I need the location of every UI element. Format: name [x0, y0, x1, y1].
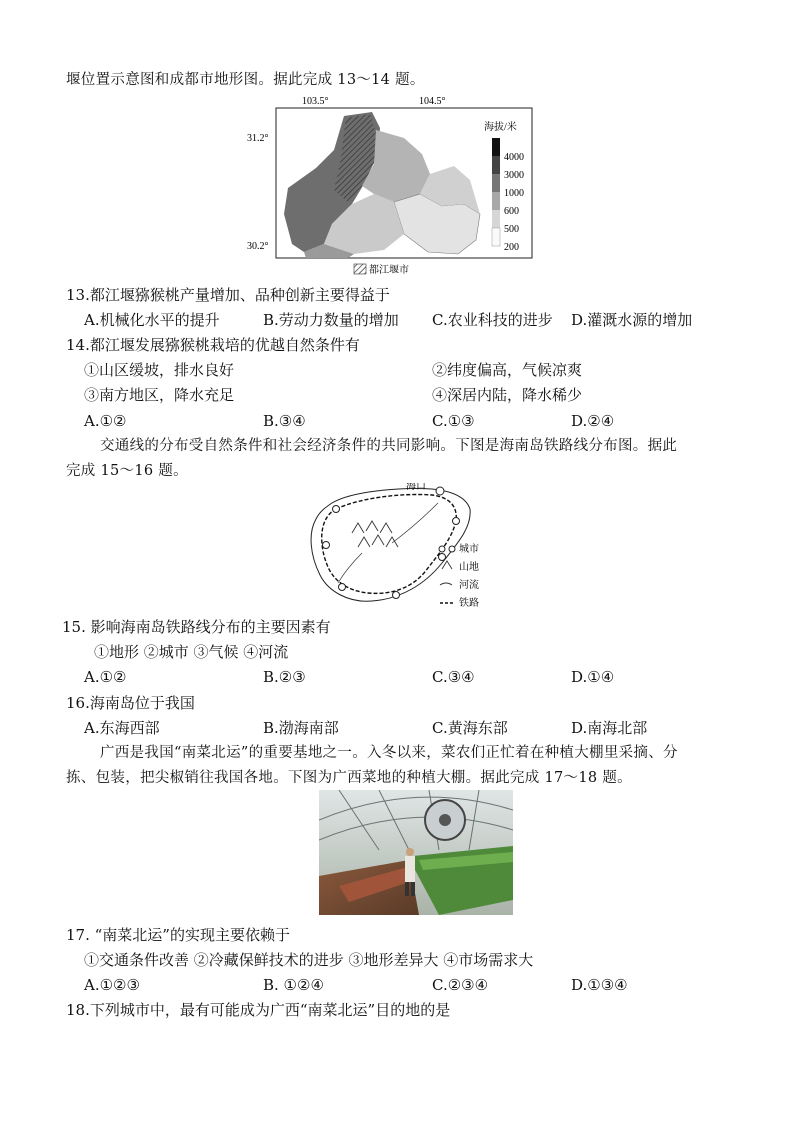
dujiangyan-marker-icon [354, 264, 366, 274]
chengdu-terrain-map [244, 94, 534, 278]
hainan-railway-map [292, 483, 502, 611]
legend-mountain: 山地 [459, 562, 479, 573]
intro-text-3-line1: 广西是我国“南菜北运”的重要基地之一。入冬以来，菜农们正忙着在种植大棚里采摘、分 [100, 745, 678, 761]
q15-option-d: D.①④ [571, 668, 615, 686]
intro-text-1: 堰位置示意图和成都市地形图。据此完成 13～14 题。 [66, 72, 425, 88]
q13-option-d: D.灌溉水源的增加 [571, 311, 693, 329]
city-label-haikou: 海口 [406, 483, 426, 492]
legend-title: 海拔/米 [484, 122, 517, 133]
river-icon [440, 583, 452, 585]
q17-option-b: B. ①②④ [263, 976, 324, 994]
q13-option-a: A.机械化水平的提升 [84, 311, 220, 329]
q14-item-3: ③南方地区，降水充足 [84, 386, 235, 404]
q16-option-d: D.南海北部 [571, 719, 648, 737]
q14-option-a: A.①② [84, 412, 127, 430]
lat-label-1: 31.2° [247, 133, 269, 144]
mountain-icon [442, 561, 452, 569]
q16-stem: 16.海南岛位于我国 [66, 694, 195, 712]
q13-stem: 13.都江堰猕猴桃产量增加、品种创新主要得益于 [66, 286, 390, 304]
q13-option-c: C.农业科技的进步 [432, 311, 553, 329]
lon-label-2: 104.5° [419, 96, 446, 107]
legend-value-5: 500 [504, 224, 519, 235]
city-icon [439, 546, 445, 552]
intro-text-2-line2: 完成 15～16 题。 [66, 463, 188, 479]
q14-item-1: ①山区缓坡，排水良好 [84, 361, 235, 379]
greenhouse-photo [319, 790, 513, 915]
q17-items: ①交通条件改善 ②冷藏保鲜技术的进步 ③地形差异大 ④市场需求大 [84, 951, 534, 969]
q16-option-b: B.渤海南部 [263, 719, 339, 737]
legend-city: 城市 [459, 544, 479, 555]
intro-text-3-line2: 拣、包装，把尖椒销往我国各地。下图为广西菜地的种植大棚。据此完成 17～18 题。 [66, 770, 632, 786]
intro-text-2-line1: 交通线的分布受自然条件和社会经济条件的共同影响。下图是海南岛铁路线分布图。据此 [100, 438, 678, 454]
q14-option-b: B.③④ [263, 412, 306, 430]
q15-option-c: C.③④ [432, 668, 475, 686]
legend-railway: 铁路 [459, 598, 479, 609]
q14-item-2: ②纬度偏高，气候凉爽 [432, 361, 583, 379]
q14-option-d: D.②④ [571, 412, 615, 430]
legend-value-3: 1000 [504, 188, 524, 199]
q15-option-a: A.①② [84, 668, 127, 686]
q17-option-c: C.②③④ [432, 976, 489, 994]
legend-river: 河流 [459, 580, 479, 591]
q17-option-d: D.①③④ [571, 976, 628, 994]
legend-value-1: 4000 [504, 152, 524, 163]
legend-value-4: 600 [504, 206, 519, 217]
q16-option-a: A.东海西部 [84, 719, 160, 737]
legend-value-6: 200 [504, 242, 519, 253]
q13-option-b: B.劳动力数量的增加 [263, 311, 399, 329]
q16-option-c: C.黄海东部 [432, 719, 508, 737]
q17-option-a: A.①②③ [84, 976, 140, 994]
legend-value-2: 3000 [504, 170, 524, 181]
lon-label-1: 103.5° [302, 96, 329, 107]
q14-option-c: C.①③ [432, 412, 475, 430]
q15-items: ①地形 ②城市 ③气候 ④河流 [94, 643, 289, 661]
q18-stem: 18.下列城市中，最有可能成为广西“南菜北运”目的地的是 [66, 1001, 451, 1019]
marker-label: 都江堰市 [369, 265, 409, 276]
lat-label-2: 30.2° [247, 241, 269, 252]
q14-item-4: ④深居内陆，降水稀少 [432, 386, 583, 404]
q15-stem: 15. 影响海南岛铁路线分布的主要因素有 [62, 618, 331, 636]
q17-stem: 17. “南菜北运”的实现主要依赖于 [66, 926, 290, 944]
q14-stem: 14.都江堰发展猕猴桃栽培的优越自然条件有 [66, 336, 360, 354]
q15-option-b: B.②③ [263, 668, 306, 686]
